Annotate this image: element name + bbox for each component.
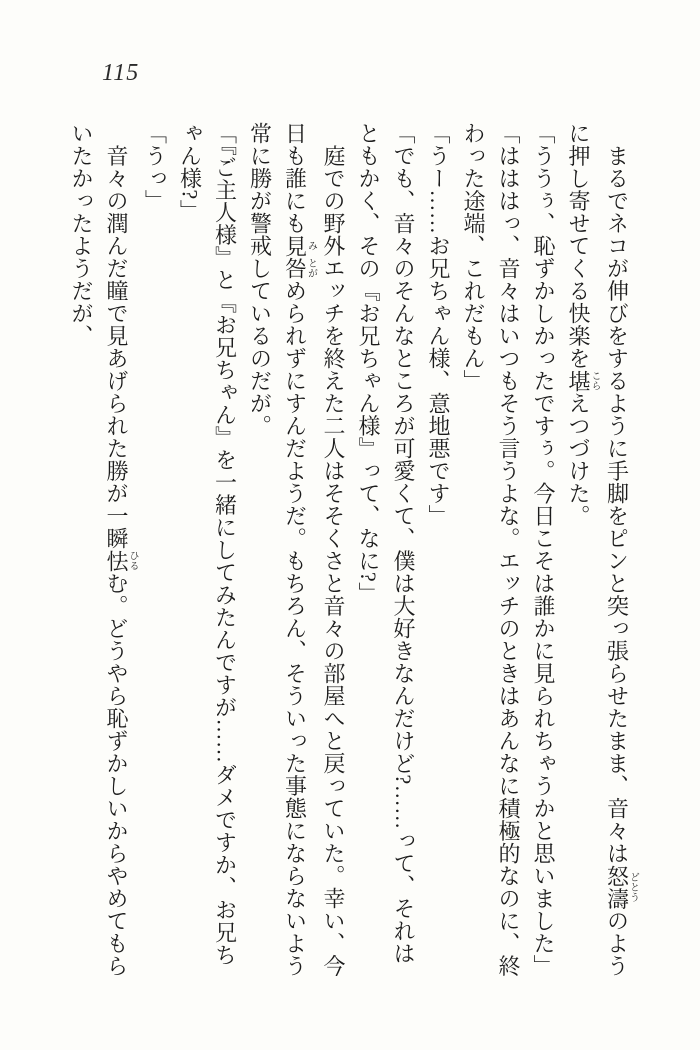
- text-line: 「うー……お兄ちゃん様、意地悪です」: [426, 122, 451, 527]
- furigana-ruby: 怯ひる: [104, 549, 138, 572]
- text-line: 常に勝が警戒しているのだが。: [247, 122, 273, 437]
- text-line: 「『ご主人様』と『お兄ちゃん』を一緒にしてみたんですが……ダメですか、お兄ち: [212, 122, 238, 966]
- text-line: いたかったようだが、: [69, 122, 94, 347]
- text-line: 「ううぅ、恥ずかしかったですぅ。今日こそは誰かに見られちゃうかと思いました」: [531, 122, 556, 977]
- text-line: 「うっ」: [142, 122, 168, 212]
- furigana-ruby: 見み: [282, 234, 317, 257]
- text-line: 「はははっ、音々はいつもそう言うよな。エッチのときはあんなに積極的なのに、終: [496, 122, 521, 977]
- furigana-ruby: 咎とが: [282, 257, 317, 280]
- furigana-ruby: 怒濤どとう: [604, 864, 639, 910]
- text-line: わった途端、これだもん」: [461, 122, 486, 392]
- text-line: に押し寄せてくる快楽を堪こらえつづけた。: [566, 122, 600, 527]
- text-line: 「でも、音々のそんなところが可愛くて、僕は大好きなんだけど?……って、それは: [391, 122, 416, 965]
- text-line: ともかく、その『お兄ちゃん様』って、なに?」: [356, 122, 381, 605]
- furigana-ruby: 堪こら: [566, 369, 600, 392]
- text-line: まるでネコが伸びをするように手脚をピンと突っ張らせたまま、音々は怒濤どとうのよう: [604, 122, 639, 977]
- text-line: 庭での野外エッチを終えた二人はそそくさと音々の部屋へと戻っていた。幸い、今: [321, 122, 346, 977]
- text-line: ゃん様?」: [177, 122, 203, 223]
- text-block: [64, 122, 638, 1012]
- text-line: 音々の潤んだ瞳で見あげられた勝が一瞬怯ひるむ。どうやら恥ずかしいからやめてもら: [104, 122, 138, 977]
- page-number: 115: [102, 60, 140, 86]
- text-line: 日も誰にも見み咎とがめられずにすんだようだ。もちろん、そういった事態にならないよう: [282, 122, 317, 977]
